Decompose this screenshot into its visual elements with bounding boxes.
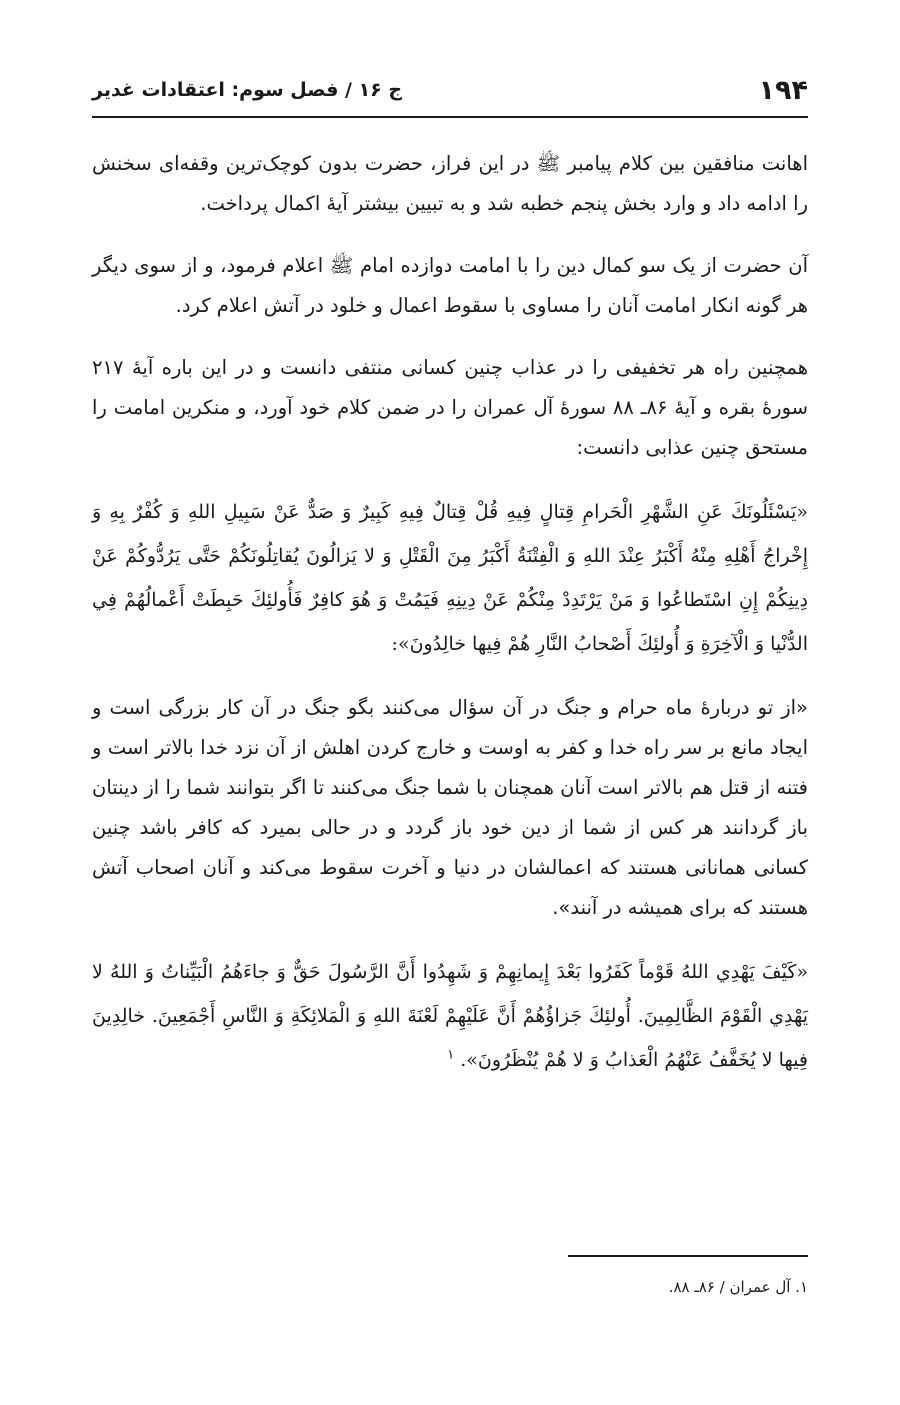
verse-translation: «از تو دربارهٔ ماه حرام و جنگ در آن سؤال می‌کنند بگو جنگ در آن کار بزرگی است و ایجاد مانع بر سر راه خدا و کفر به اوست و خارج کردن اهلش از آن نزد خدا بالاتر است و فتنه از قتل هم بالاتر است آنان همچنان با شما جنگ می‌کنند تا اگر بتوانند شما را از دینتان باز گردانند هر کس از شما از دین خود باز گردد و در حالی بمیرد که کافر باشد چنین کسانی همانانی هستند که اعمالشان در دنیا و آخرت سقوط می‌کند و آنان اصحاب آتش هستند که برای همیشه در آنند». [92, 696, 808, 919]
footnote-divider [568, 1255, 808, 1257]
running-title: ج ۱۶ / فصل سوم: اعتقادات غدیر [92, 79, 403, 101]
footnote: ۱. آل عمران / ۸۶ـ ۸۸. [668, 1278, 808, 1296]
book-page [92, 0, 808, 1405]
footnote-marker: ١ [447, 1047, 455, 1063]
page-body [92, 144, 808, 1104]
quran-verse-text: «كَيْفَ يَهْدِي اللهُ قَوْماً كَفَرُوا بَعْدَ إِيمانِهِمْ وَ شَهِدُوا أَنَّ الرَّسُولَ حَقٌّ وَ جاءَهُمُ الْبَيِّناتُ وَ اللهُ لا يَهْدِي الْقَوْمَ الظَّالِمِينَ. أُولئِكَ جَزاؤُهُمْ أَنَّ عَلَيْهِمْ لَعْنَةَ اللهِ وَ الْمَلائِكَةِ وَ النَّاسِ أَجْمَعِينَ. خالِدِينَ فِيها لا يُخَفَّفُ عَنْهُمُ الْعَذابُ وَ لا هُمْ يُنْظَرُونَ». [92, 961, 808, 1071]
page-number: ۱۹۴ [758, 74, 808, 106]
header-divider [92, 116, 808, 118]
quran-verse-al-imran [92, 950, 808, 1082]
paragraph-1: اهانت منافقین بین کلام پیامبر ﷺ در این فراز، حضرت بدون کوچک‌ترین وقفه‌ای سخنش را ادامه داد و وارد بخش پنجم خطبه شد و به تبیین بیشتر آیهٔ اکمال پرداخت. [92, 152, 808, 215]
quran-verse-baqara: «يَسْئَلُونَكَ عَنِ الشَّهْرِ الْحَرامِ قِتالٍ فِيهِ قُلْ قِتالٌ فِيهِ كَبِيرٌ وَ صَدٌّ عَنْ سَبِيلِ اللهِ وَ كُفْرٌ بِهِ وَ إِخْراجُ أَهْلِهِ مِنْهُ أَكْبَرُ عِنْدَ اللهِ وَ الْفِتْنَةُ أَكْبَرُ مِنَ الْقَتْلِ وَ لا يَزالُونَ يُقاتِلُونَكُمْ حَتَّى يَرُدُّوكُمْ عَنْ دِينِكُمْ إِنِ اسْتَطاعُوا وَ مَنْ يَرْتَدِدْ مِنْكُمْ عَنْ دِينِهِ فَيَمُتْ وَ هُوَ كافِرٌ فَأُولئِكَ حَبِطَتْ أَعْمالُهُمْ فِي الدُّنْيا وَ الْآخِرَةِ وَ أُولئِكَ أَصْحابُ النَّارِ هُمْ فِيها خالِدُونَ»: [92, 501, 808, 655]
paragraph-3: همچنین راه هر تخفیفی را در عذاب چنین کسانی منتفی دانست و در این باره آیهٔ ۲۱۷ سورهٔ بقره و آیهٔ ۸۶ـ ۸۸ سورهٔ آل عمران را در ضمن کلام خود آورد، و منکرین امامت را مستحق چنین عذابی دانست: [92, 356, 808, 459]
paragraph-2: آن حضرت از یک سو کمال دین را با امامت دوازده امام ﷺ اعلام فرمود، و از سوی دیگر هر گونه انکار امامت آنان را مساوی با سقوط اعمال و خلود در آتش اعلام کرد. [92, 254, 808, 317]
page-header [92, 70, 808, 110]
